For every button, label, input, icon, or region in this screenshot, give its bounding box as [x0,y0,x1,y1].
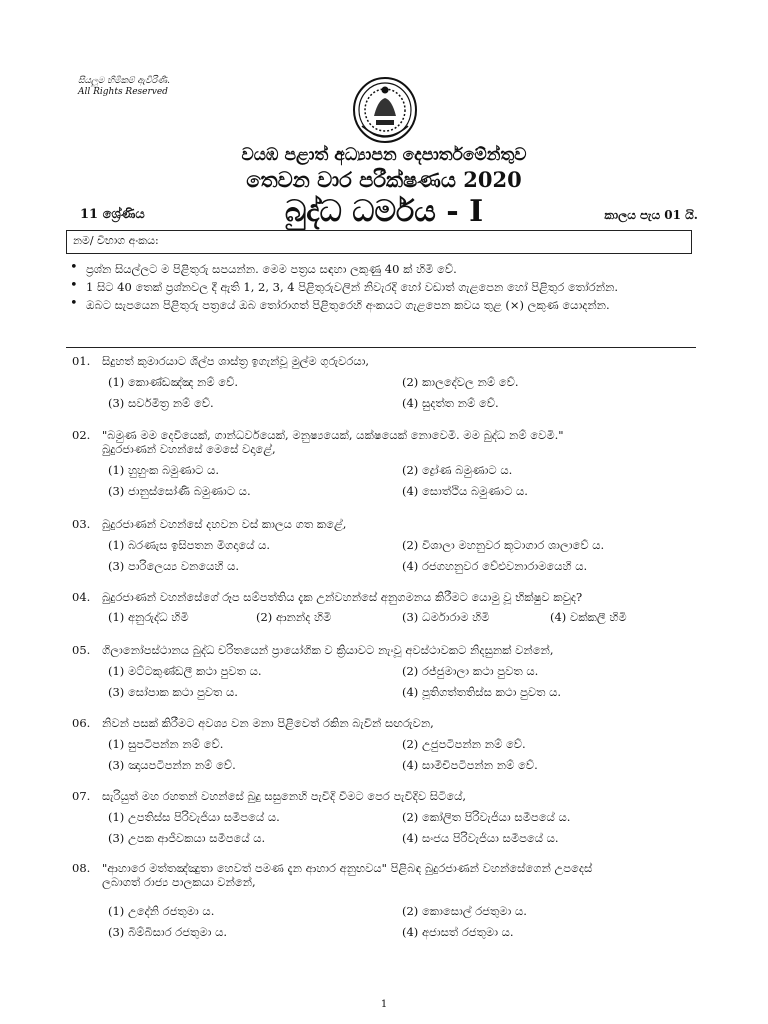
option: (3) පාරිලෙය්‍ය වනයෙහි ය. [108,559,240,573]
question-stem [102,861,700,889]
question-number: 05. [72,643,91,657]
department-name: වයඹ පළාත් අධ්‍යාපන දෙපාර්තමේන්තුව [241,145,527,165]
exam-title: තෙවන වාර පරීක්ෂණය 2020 [246,167,522,192]
name-index-box[interactable] [66,230,692,254]
question-stem-line: බුදුරජාණන් වහන්සේ මෙසේ වදාළේ, [102,442,276,456]
question-number: 08. [72,861,91,875]
question-number: 01. [72,354,91,368]
option: (4) අජාසත් රජතුමා ය. [402,925,514,939]
option: (4) පූතිගත්තතිස්ස කථා පුවත ය. [402,685,562,699]
question-number: 04. [72,590,91,604]
option: (1) උදේනි රජතුමා ය. [108,904,215,918]
option: (1) බරණැස ඉසිපතන මිගදායේ ය. [108,538,271,552]
instruction-item: • 1 සිට 40 තෙක් ප්‍රශ්නවල දී ඇති 1, 2, 3, 4 පිළිතුරුවලින් නිවැරදි හෝ වඩාත් ගැළපෙන හෝ පිළිතුර තෝරන්න. [66,280,698,294]
time-allowed: කාලය පැය 01 යි. [604,208,698,222]
option: (3) ධර්මාරාම හිමි [402,610,490,624]
option: (4) සාමීචිපටිපන්න නම් වේ. [402,758,538,772]
option: (1) උපතිස්ස පිරිවැජියා සමීපයේ ය. [108,810,280,824]
question-number: 03. [72,517,91,531]
option: (3) ඤායපටිපන්න නම් වේ. [108,758,236,772]
option: (1) මට්ටකුණ්ඩලී කථා පුවත ය. [108,664,262,678]
question-stem: ගිලානෝපස්ථානය බුද්ධ චරිතයෙන් ප්‍රායෝගික ව ක්‍රියාවට නැංවූ අවස්ථාවකට නිදසුනක් වන්නේ, [102,643,554,657]
question-stem-line: ලබාගත් රාජ්‍ය පාලකයා වන්නේ, [102,875,256,889]
option: (3) ජානුස්සෝණි බමුණාට ය. [108,484,251,498]
question-stem: නිවන් පසක් කිරීමට අවශ්‍ය වන මනා පිළිවෙත් රකින බැවින් සඟරුවන, [102,716,434,730]
option: (2) කෝලිත පිරිවැජියා සමීපයේ ය. [402,810,571,824]
option: (1) අනුරුද්ධ හිමි [108,610,189,624]
option: (4) සංජය පිරිවැජියා සමීපයේ ය. [402,831,559,845]
question-stem [102,428,700,456]
option: (2) රජ්ජුමාලා කථා පුවත ය. [402,664,539,678]
question-stem: සැරියුත් මහ රහතන් වහන්සේ බුදු සසුනෙහි පැවිදි වීමට පෙර පැවිදිව සිටියේ, [102,789,467,803]
option: (1) සුපටිපන්න නම් වේ. [108,737,224,751]
page-number: 1 [380,999,388,1010]
question-stem: බුදුරජාණන් වහන්සේ දහවන වස් කාලය ගත කළේ, [102,517,347,531]
option: (2) විශාලා මහනුවර කූටාගාර ශාලාවේ ය. [402,538,605,552]
question-stem-line: "බමුණ මම දෙවියෙක්, ගාන්ධර්වයෙක්, මනුෂ්‍යයෙක්, යක්ෂයෙක් නොවෙමි. මම බුද්ධ නම් වෙමි." [102,428,564,442]
option: (3) බිම්බිසාර රජතුමා ය. [108,925,228,939]
copyright-sinhala: සියලුම හිමිකම් ඇවිරිණි. [78,76,171,86]
name-index-label: නම/ විභාග අංකය: [73,234,159,247]
copyright-english: All Rights Reserved [78,87,168,97]
national-emblem-icon [352,76,418,144]
option: (4) රජගහනුවර වේළුවනාරාමයෙහි ය. [402,559,588,573]
option: (4) වක්කලී හිමි [550,610,627,624]
question-number: 02. [72,428,91,442]
option: (3) සෝපාක කථා පුවත ය. [108,685,238,699]
question-stem: බුදුරජාණන් වහන්සේගේ රූප සම්පත්තිය දැක උන්වහන්සේ අනුගමනය කිරීමට යොමු වූ භික්ෂුව කවුද? [102,590,583,604]
option: (4) සොත්ථිය බමුණාට ය. [402,484,528,498]
copyright-notice [78,76,170,98]
question-number: 07. [72,789,91,803]
option: (2) උජුපටිපන්න නම් වේ. [402,737,526,751]
grade-label: 11 ශ්‍රේණිය [80,207,145,222]
instruction-item: • ප්‍රශ්න සියල්ලට ම පිළිතුරු සපයන්න. මෙම පත්‍රය සඳහා ලකුණු 40 ක් හිමි වේ. [66,262,698,276]
question-stem: සිදුහත් කුමාරයාට ශිල්ප ශාස්ත්‍ර ඉගැන්වූ මුල්ම ගුරුවරයා, [102,354,370,368]
option: (1) හුහුංක බමුණාට ය. [108,463,219,477]
question-number: 06. [72,716,91,730]
option: (2) ද්‍රෝණ බමුණාට ය. [402,463,513,477]
instructions-list [66,262,698,316]
option: (2) කොසොල් රජතුමා ය. [402,904,527,918]
instruction-item: • ඔබට සැපයෙන පිළිතුරු පත්‍රයේ ඔබ තෝරාගත් පිළිතුරෙහි අංකයට ගැළපෙන කවය තුළ (×) ලකුණ යොදන්න. [66,298,698,312]
option: (4) සුදත්ත නම් වේ. [402,396,499,410]
option: (3) සර්වමිත්‍ර නම් වේ. [108,396,214,410]
option: (1) කොණ්ඩඤ්ඤ නම් වේ. [108,375,239,389]
option: (2) කාලදේවල නම් වේ. [402,375,519,389]
option: (2) ආනන්ද හිමි [256,610,332,624]
option: (3) උපක ආජීවකයා සමීපයේ ය. [108,831,266,845]
subject-title: බුද්ධ ධර්මය - I [284,194,484,229]
divider [66,347,696,348]
question-stem-line: "ආහාරෙ මත්තඤ්ඤුතා හෙවත් පමණ දැන ආහාර අනුභවය" පිළිබඳ බුදුරජාණන් වහන්සේගෙන් උපදෙස් [102,861,593,875]
